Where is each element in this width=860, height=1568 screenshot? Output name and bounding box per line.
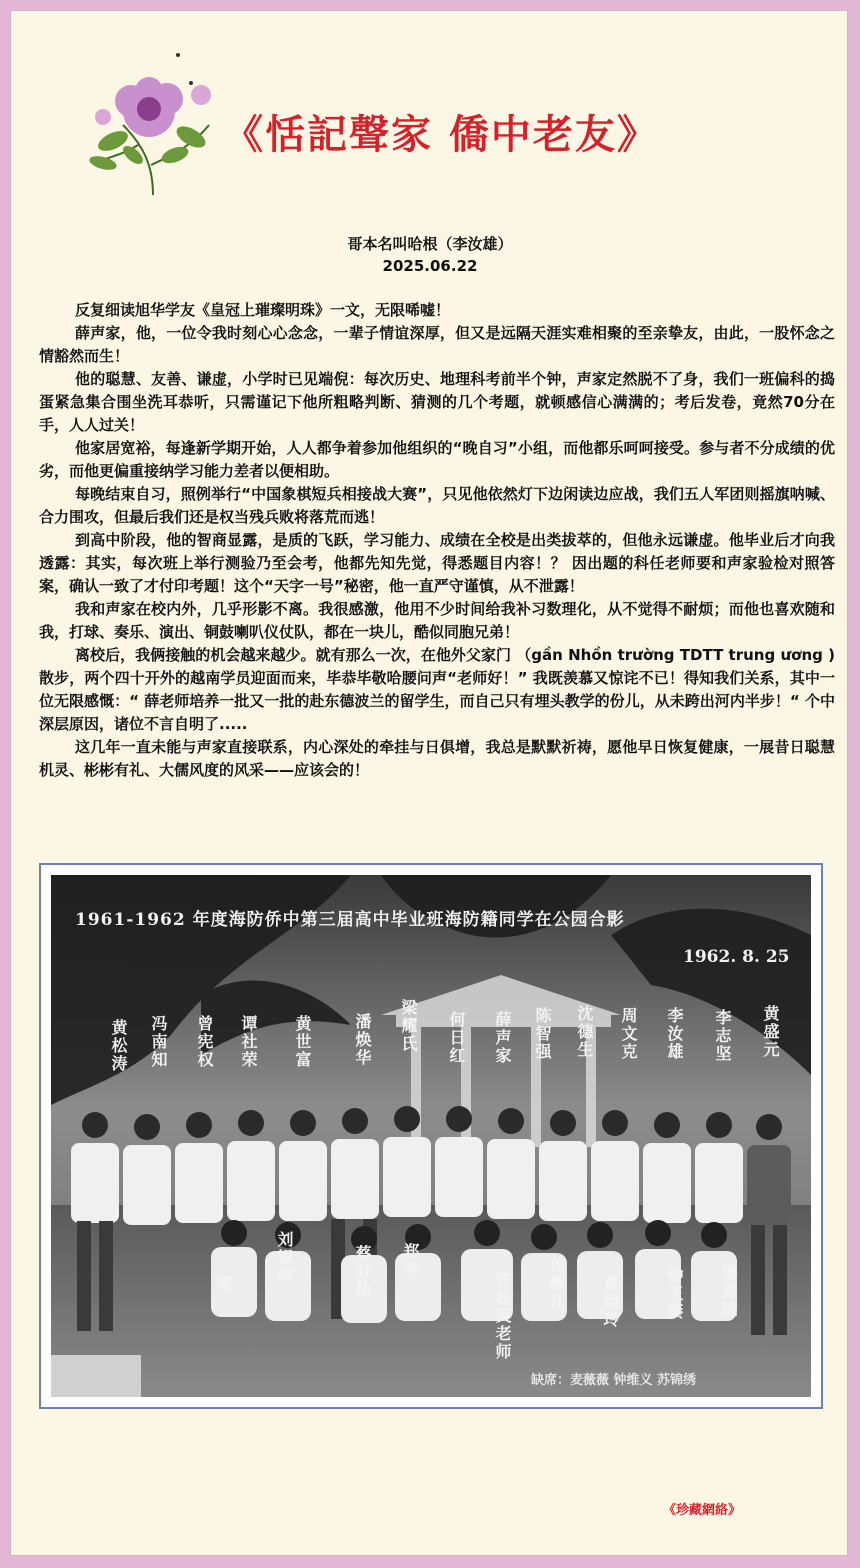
person-name: 沈德生 bbox=[575, 1005, 594, 1059]
page-title: 《恬記聲家 僑中老友》 bbox=[223, 111, 659, 158]
paragraph: 这几年一直未能与声家直接联系，内心深处的牵挂与日俱增，我总是默默祈祷，愿他早日恢复健康，一展昔日聪慧机灵、彬彬有礼、大儒风度的风采——应该会的！ bbox=[39, 738, 835, 779]
paragraph: 每晚结束自习，照例举行“中国象棋短兵相接战大赛”，只见他依然灯下边闲读边应战，我们五人军团则摇旗呐喊、合力围攻，但最后我们还是权当残兵败将落荒而逃！ bbox=[39, 485, 835, 526]
paragraph: 他的聪慧、友善、谦虚，小学时已见端倪：每次历史、地理科考前半个钟，声家定然脱不了身，我们一班偏科的捣蛋紧急集合围坐洗耳恭听，只需谨记下他所粗略判断、猜测的几个考题，就顿感信心满满的；考后发卷，竟然70分在手，人人过关！ bbox=[39, 370, 835, 434]
person-name: 李汝雄 bbox=[665, 1007, 684, 1061]
person-name: 蔡时佳 bbox=[353, 1245, 372, 1299]
person-name: 周文克 bbox=[619, 1007, 638, 1061]
person-name: 谭社荣 bbox=[239, 1015, 258, 1069]
paragraph: 离校后，我俩接触的机会越来越少。就有那么一次，在他外父家门 （gần Nhồn trường TDTT trung ương )散步，两个四十开外的越南学员迎面而来，毕恭毕敬哈腰问声“老师好！” 我既羡慕又惊诧不已！得知我们关系，其中一位无限感慨：“ 薛老师培养一批又一批的赴东德波兰的留学生，而自己只有埋头教学的份儿，从未跨出河内半步！“ 个中深层原因，诸位不言自明了..... bbox=[39, 646, 835, 733]
paragraph: 他家居宽裕，每逢新学期开始，人人都争着参加他组织的“晚自习”小组，而他都乐呵呵接受。参与者不分成绩的优劣，而他更偏重接纳学习能力差者以便相助。 bbox=[39, 439, 835, 480]
author-line: 哥本名叫哈根（李汝雄） bbox=[347, 235, 513, 253]
date-line: 2025.06.22 bbox=[382, 257, 478, 275]
article-body bbox=[39, 299, 835, 782]
person-name: 钟玉葵 bbox=[665, 1267, 684, 1321]
photo-caption: 1961-1962 年度海防侨中第三届高中毕业班海防籍同学在公园合影 bbox=[75, 910, 625, 930]
person-name: 曾宪权 bbox=[195, 1015, 214, 1069]
person-name: 薛声家 bbox=[493, 1011, 512, 1065]
paragraph: 薛声家，他，一位令我时刻心心念念，一辈子情谊深厚，但又是远隔天涯实难相聚的至亲挚友，由此，一股怀念之情豁然而生！ bbox=[39, 324, 835, 365]
person-name: 梁耀氏 bbox=[399, 999, 418, 1053]
paragraph: 我和声家在校内外，几乎形影不离。我很感激，他用不少时间给我补习数理化，从不觉得不耐烦；而他也喜欢随和我，打球、奏乐、演出、铜鼓喇叭仪仗队，都在一块儿，酷似同胞兄弟！ bbox=[39, 600, 835, 641]
photo-absent-note: 缺席：麦薇薇 钟维义 苏锦绣 bbox=[531, 1373, 697, 1388]
source-watermark: 《珍藏網絡》 bbox=[663, 1503, 742, 1518]
person-name: 黄世富 bbox=[293, 1015, 312, 1069]
person-name: 黄丽玲 bbox=[601, 1275, 620, 1329]
person-name: 梁 bbox=[215, 1275, 234, 1293]
person-name: 黄松涛 bbox=[109, 1019, 128, 1073]
person-name: 潘秀琼 bbox=[719, 1265, 738, 1319]
paragraph: 到高中阶段，他的智商显露，是质的飞跃，学习能力、成绩在全校是出类拔萃的，但他永远谦虚。他毕业后才向我透露：其实，每次班上举行测验乃至会考，他都先知先觉，得悉题目内容！？ 因出题的科任老师要和声家验检对照答案，确认一致了才付印考题！这个“天字一号”秘密，他一直严守谨慎，从不泄露！ bbox=[39, 531, 835, 595]
person-name: 黄盛元 bbox=[761, 1005, 780, 1059]
paragraph: 反复细读旭华学友《皇冠上璀璨明珠》一文，无限唏嘘！ bbox=[75, 301, 451, 319]
person-name: 李志坚 bbox=[713, 1009, 732, 1063]
person-name: 刘银娇 bbox=[275, 1231, 294, 1285]
group-photo-frame bbox=[39, 863, 823, 1409]
peony-flower-illustration bbox=[83, 45, 223, 195]
photo-date: 1962. 8. 25 bbox=[683, 947, 790, 967]
person-name: 陈智强 bbox=[533, 1007, 552, 1061]
person-name: 潘焕华 bbox=[353, 1013, 372, 1067]
person-name: 冯南知 bbox=[149, 1015, 168, 1069]
group-photo bbox=[51, 875, 811, 1397]
person-name: 许桂英老师 bbox=[493, 1271, 512, 1361]
person-name: 侯薇儿 bbox=[547, 1257, 566, 1311]
person-name: 何日红 bbox=[447, 1011, 466, 1065]
document-page bbox=[10, 10, 848, 1556]
person-name: 郑秀 bbox=[401, 1243, 420, 1279]
